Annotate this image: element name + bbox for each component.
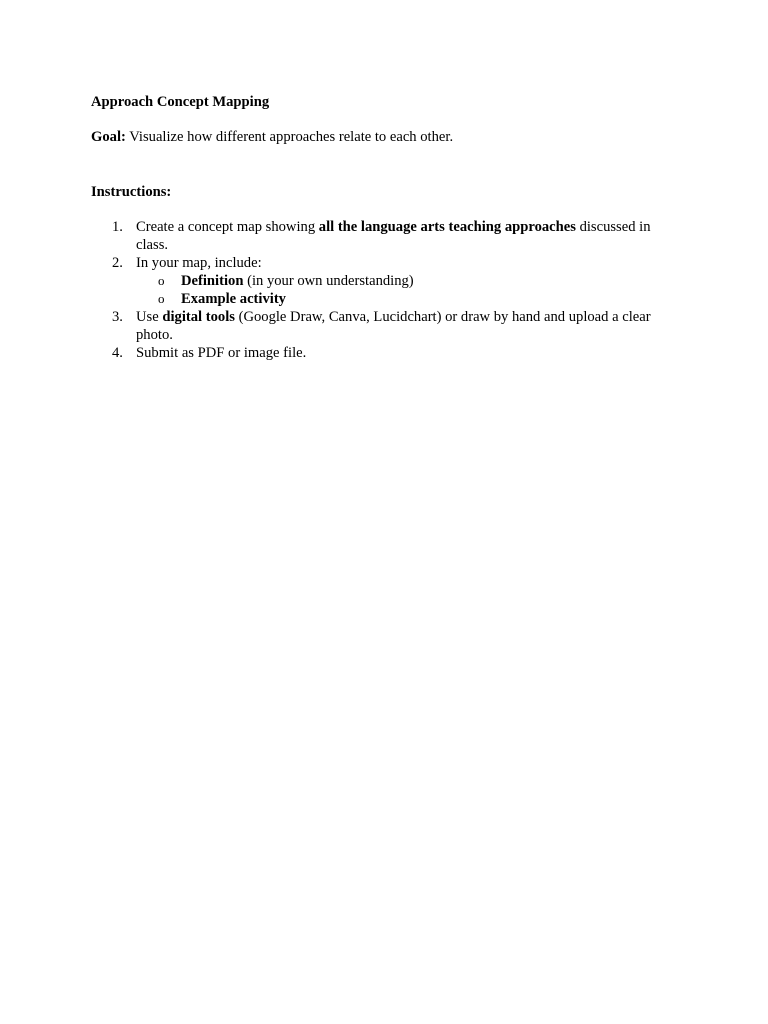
goal-label: Goal:	[91, 129, 126, 145]
instruction-step-3	[91, 308, 681, 344]
instruction-list	[91, 218, 681, 362]
sub-item-bold-text: Definition	[181, 273, 244, 289]
document-page	[91, 93, 681, 362]
step-text: Submit as PDF or image file.	[136, 345, 307, 361]
step-text: Use	[136, 309, 163, 325]
step-number: 2.	[112, 255, 123, 271]
instructions-heading: Instructions:	[91, 184, 172, 200]
sub-item-definition	[136, 272, 681, 290]
bullet-icon: o	[158, 291, 165, 306]
sub-item-text: (in your own understanding)	[243, 273, 414, 289]
step-text: In your map, include:	[136, 255, 262, 271]
step-text: discussed in class.	[136, 219, 651, 253]
step-text: (Google Draw, Canva, Lucidchart) or draw by hand and upload a clear photo.	[136, 309, 651, 343]
step-bold-text: all the language arts teaching approaches	[318, 219, 576, 235]
step-number: 4.	[112, 345, 123, 361]
document-title: Approach Concept Mapping	[91, 94, 270, 110]
goal-line	[91, 128, 681, 146]
sub-item-bold-text: Example activity	[181, 291, 286, 307]
instruction-step-2	[91, 254, 681, 308]
step-text: Create a concept map showing	[136, 219, 319, 235]
step-number: 3.	[112, 309, 123, 325]
sub-item-example-activity	[136, 290, 681, 308]
bullet-icon: o	[158, 273, 165, 288]
goal-text: Visualize how different approaches relate to each other.	[125, 129, 454, 145]
step-bold-text: digital tools	[162, 309, 235, 325]
instruction-step-1	[91, 218, 681, 254]
sub-list	[136, 272, 681, 308]
instruction-step-4	[91, 344, 681, 362]
step-number: 1.	[112, 219, 123, 235]
